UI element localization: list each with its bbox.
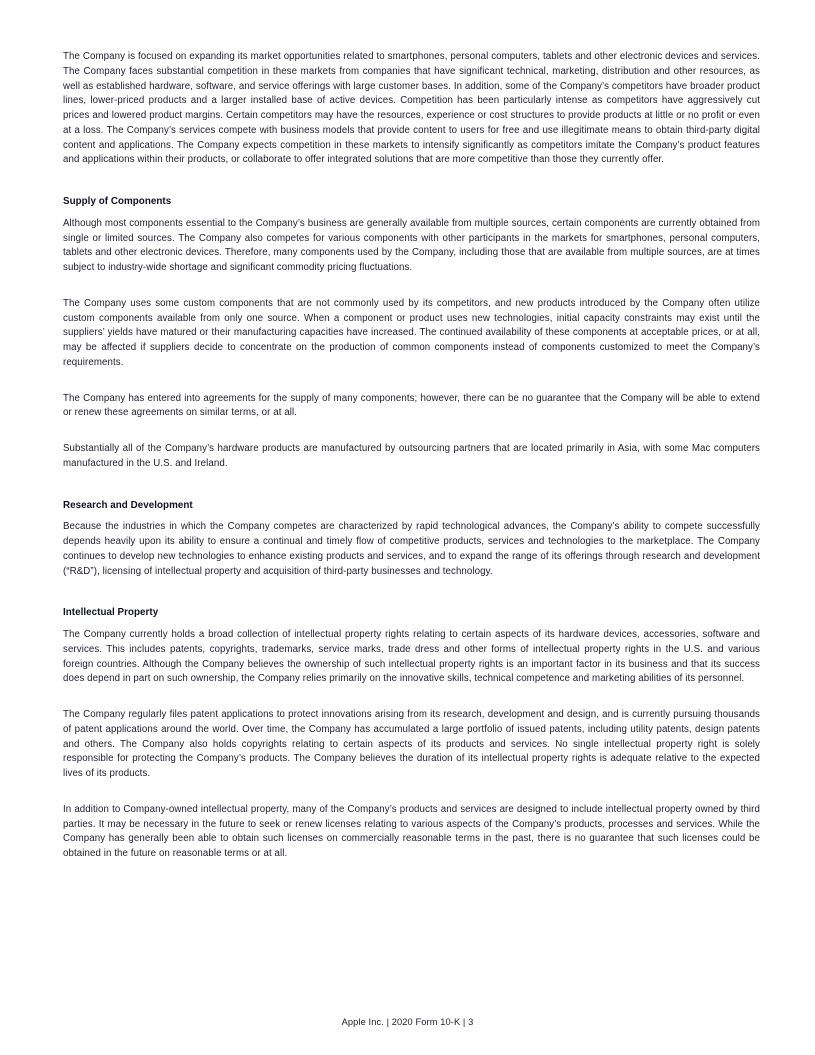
paragraph-competition: The Company is focused on expanding its market opportunities related to smartphones, personal computers, tablets and other electronic devices and services. The Company faces substantial competition in these markets from companies that have significant technical, marketing, distribution and other resources, as well as established hardware, software, and service offerings with large customer bases. In addition, some of the Company’s competitors have broader product lines, lower-priced products and a larger installed base of active devices. Competition has been particularly intense as competitors have aggressively cut prices and lowered product margins. Certain competitors may have the resources, experience or cost structures to provide products at little or no profit or even at a loss. The Company’s services compete with business models that provide content to users for free and use illegitimate means to obtain third-party digital content and applications. The Company expects competition in these markets to intensify significantly as competitors imitate the Company’s product features and applications within their products, or collaborate to offer integrated solutions that are more competitive than those they currently offer. bbox=[63, 51, 760, 166]
spacer bbox=[63, 182, 760, 195]
spacer bbox=[63, 621, 760, 628]
paragraph-research-and-development: Because the industries in which the Company competes are characterized by rapid technological advances, the Company’s ability to compete successfully depends heavily upon its ability to ensure a continual and timely flow of competitive products, services and technologies to the marketplace. The Company continues to develop new technologies to enhance existing products and services, and to expand the range of its offerings through research and development (“R&D”), licensing of intellectual property and acquisition of third-party businesses and technology. bbox=[63, 521, 760, 577]
paragraph-supply-agreements: The Company has entered into agreements for the supply of many components; however, there can be no guarantee that the Company will be able to extend or renew these agreements on similar terms, or at all. bbox=[63, 392, 760, 419]
spacer bbox=[63, 513, 760, 520]
spacer bbox=[63, 796, 760, 803]
paragraph-third-party-ip: In addition to Company-owned intellectual property, many of the Company’s products and services are designed to include intellectual property owned by third parties. It may be necessary in the future to seek or renew licenses relating to various aspects of the Company’s products, processes and services. While the Company has generally been able to obtain such licenses on commercially reasonable terms in the past, there is no guarantee that such licenses could be obtained in the future on reasonable terms or at all. bbox=[63, 803, 760, 859]
spacer bbox=[63, 385, 760, 392]
spacer bbox=[63, 290, 760, 297]
spacer bbox=[63, 486, 760, 499]
paragraph-outsourcing: Substantially all of the Company’s hardware products are manufactured by outsourcing partners that are located primarily in Asia, with some Mac computers manufactured in the U.S. and Ireland. bbox=[63, 443, 760, 469]
spacer bbox=[63, 593, 760, 606]
heading-research-and-development: Research and Development bbox=[63, 499, 193, 511]
document-body bbox=[63, 50, 760, 876]
paragraph-components-availability: Although most components essential to the Company’s business are generally available from multiple sources, certain components are currently obtained from single or limited sources. The Company also competes for various components with other participants in the markets for smartphones, personal computers, tablets and other electronic devices. Therefore, many components used by the Company, including those that are available from multiple sources, are at times subject to industry-wide shortage and significant commodity pricing fluctuations. bbox=[63, 217, 760, 273]
spacer bbox=[63, 435, 760, 442]
paragraph-ip-holdings: The Company currently holds a broad collection of intellectual property rights relating to certain aspects of its hardware devices, accessories, software and services. This includes patents, copyrights, trademarks, service marks, trade dress and other forms of intellectual property rights in the U.S. and various foreign countries. Although the Company believes the ownership of such intellectual property rights is an important factor in its business and that its success does depend in part on such ownership, the Company relies primarily on the innovative skills, technical competence and marketing abilities of its personnel. bbox=[63, 629, 760, 685]
paragraph-custom-components: The Company uses some custom components that are not commonly used by its competitors, and new products introduced by the Company often utilize custom components available from only one source. When a component or product uses new technologies, initial capacity constraints may exist until the suppliers’ yields have matured or their manufacturing capacities have increased. The continued availability of these components at acceptable prices, or at all, may be affected if suppliers decide to concentrate on the production of common components instead of components customized to meet the Company’s requirements. bbox=[63, 297, 760, 368]
spacer bbox=[63, 701, 760, 708]
heading-intellectual-property: Intellectual Property bbox=[63, 607, 159, 619]
heading-supply-of-components: Supply of Components bbox=[63, 196, 172, 207]
paragraph-patent-applications: The Company regularly files patent applications to protect innovations arising from its research, development and design, and is currently pursuing thousands of patent applications around the world. Over time, the Company has accumulated a large portfolio of issued patents, including utility patents, design patents and others. The Company also holds copyrights relating to certain aspects of its products and services. No single intellectual property right is solely responsible for protecting the Company’s products. The Company believes the duration of its intellectual property rights is adequate relative to the expected lives of its products. bbox=[63, 709, 760, 779]
spacer bbox=[63, 210, 760, 217]
page-footer: Apple Inc. | 2020 Form 10-K | 3 bbox=[341, 1017, 474, 1027]
